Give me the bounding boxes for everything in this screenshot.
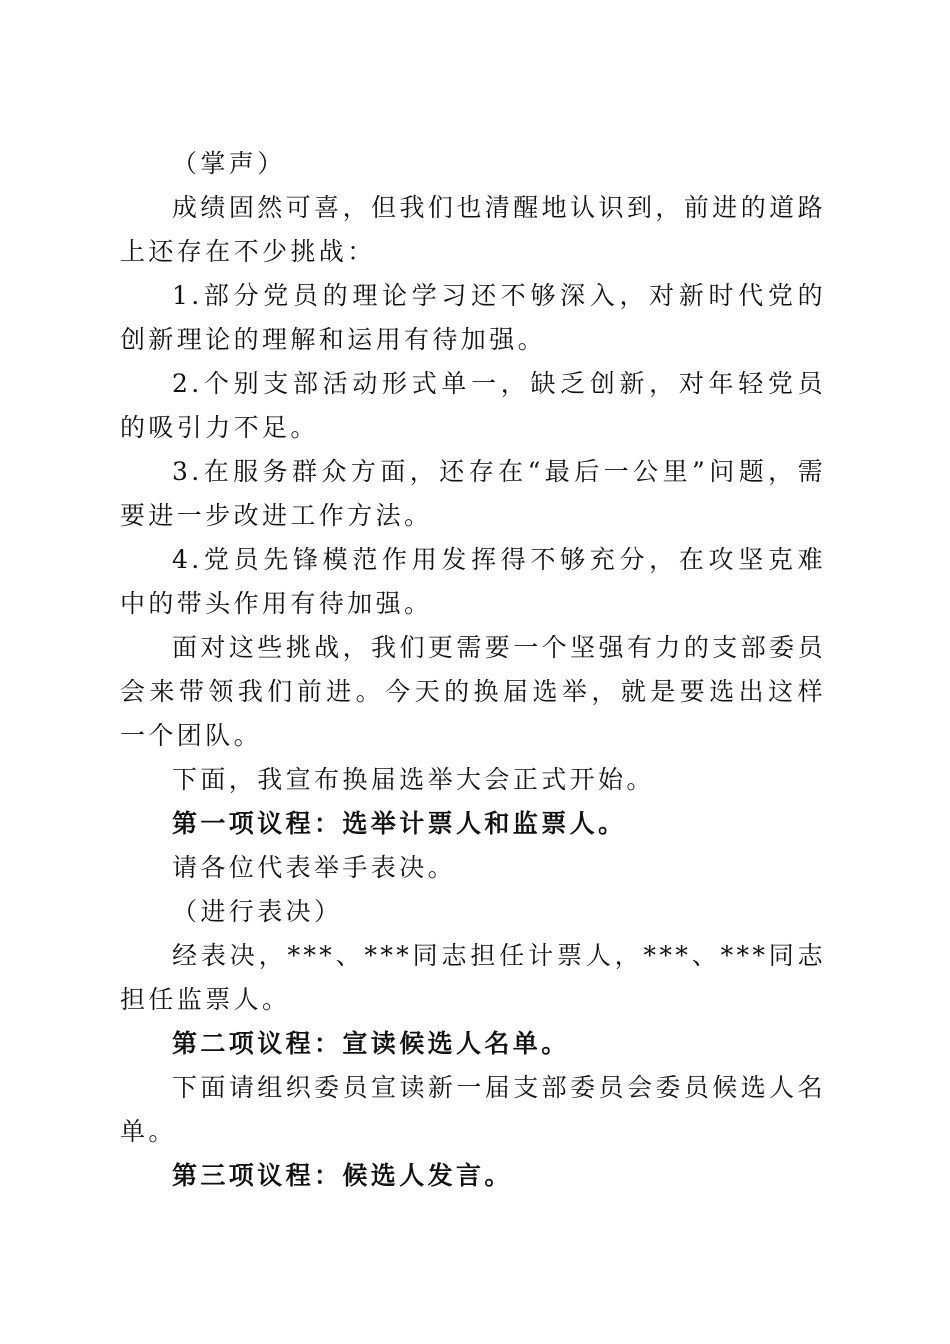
- paragraph-facing-challenges: 面对这些挑战，我们更需要一个坚强有力的支部委员会来带领我们前进。今天的换届选举，就是要选出这样一个团队。: [120, 633, 826, 750]
- paragraph-candidate-list: 下面请组织委员宣读新一届支部委员会委员候选人名单。: [120, 1073, 826, 1146]
- paragraph-voting-note: （进行表决）: [172, 897, 343, 926]
- agenda-item-1-heading: 第一项议程：选举计票人和监票人。: [172, 809, 627, 838]
- paragraph-election-start: 下面，我宣布换届选举大会正式开始。: [172, 765, 655, 794]
- paragraph-show-of-hands: 请各位代表举手表决。: [172, 853, 457, 882]
- agenda-item-2-heading: 第二项议程：宣读候选人名单。: [172, 1029, 570, 1058]
- paragraph-vote-result: 经表决，***、***同志担任计票人，***、***同志担任监票人。: [120, 941, 826, 1014]
- paragraph-challenges-intro: 成绩固然可喜，但我们也清醒地认识到，前进的道路上还存在不少挑战：: [120, 193, 826, 266]
- agenda-item-3-heading: 第三项议程：候选人发言。: [172, 1161, 513, 1190]
- paragraph-challenge-4: 4.党员先锋模范作用发挥得不够充分，在攻坚克难中的带头作用有待加强。: [120, 545, 826, 618]
- document-body: [120, 142, 826, 1198]
- paragraph-challenge-2: 2.个别支部活动形式单一，缺乏创新，对年轻党员的吸引力不足。: [120, 369, 826, 442]
- paragraph-applause: （掌声）: [172, 149, 286, 178]
- paragraph-challenge-1: 1.部分党员的理论学习还不够深入，对新时代党的创新理论的理解和运用有待加强。: [120, 281, 826, 354]
- paragraph-challenge-3: 3.在服务群众方面，还存在“最后一公里”问题，需要进一步改进工作方法。: [120, 457, 826, 530]
